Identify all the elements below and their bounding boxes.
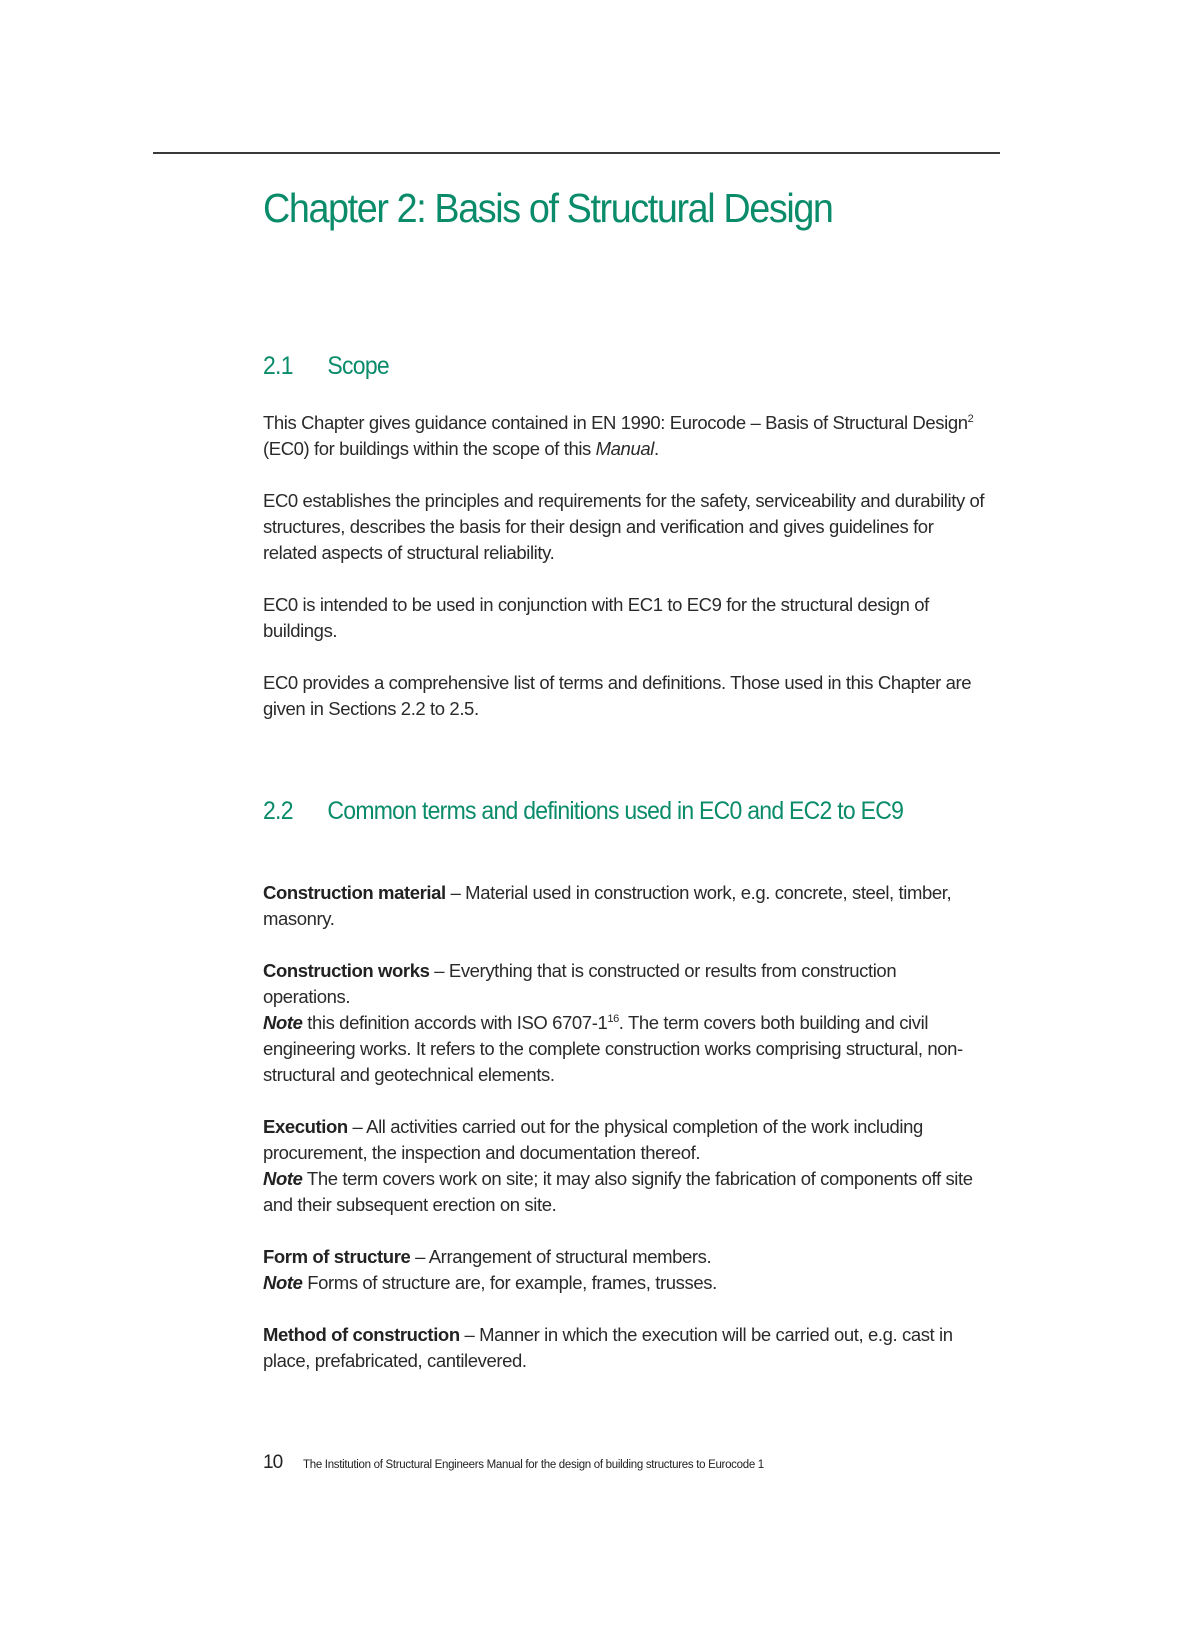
definition-text: – Material used in construction work, e.g. concrete, steel, timber, masonry.: [263, 882, 952, 929]
section-heading-2-1: [263, 352, 389, 381]
definition-term: Execution: [263, 1116, 348, 1137]
definition-term: Method of construction: [263, 1324, 460, 1345]
definition-term: Form of structure: [263, 1246, 411, 1267]
italic-text: Manual: [595, 438, 654, 459]
definition-method-of-construction: [263, 1322, 988, 1374]
reference-superscript: 16: [607, 1012, 619, 1025]
note-text: . The term covers both building and civil engineering works. It refers to the complete construction works comprising structural, non-structural and geotechnical elements.: [263, 1012, 963, 1085]
definition-form-of-structure: [263, 1244, 988, 1296]
paragraph-scope-3: EC0 is intended to be used in conjunction with EC1 to EC9 for the structural design of buildings.: [263, 594, 929, 641]
page-footer: [263, 1452, 764, 1474]
note-text: The term covers work on site; it may also signify the fabrication of components off site and their subsequent erection on site.: [263, 1168, 973, 1215]
definition-text: – Arrangement of structural members.: [410, 1246, 712, 1267]
section-heading-2-2: [263, 797, 903, 826]
definition-term: Construction material: [263, 882, 446, 903]
note-label: Note: [263, 1272, 303, 1293]
definition-construction-material: [263, 880, 988, 932]
definition-construction-works: [263, 958, 988, 1088]
text: This Chapter gives guidance contained in EN 1990: Eurocode – Basis of Structural Design: [263, 412, 968, 433]
paragraph-scope-4: EC0 provides a comprehensive list of terms and definitions. Those used in this Chapter are given in Sections 2.2 to 2.5.: [263, 672, 972, 719]
chapter-title: Chapter 2: Basis of Structural Design: [263, 185, 833, 231]
footer-text: The Institution of Structural Engineers Manual for the design of building structures to Eurocode 1: [303, 1459, 764, 1471]
definition-text: – Manner in which the execution will be carried out, e.g. cast in place, prefabricated, cantilevered.: [263, 1324, 953, 1371]
page-number: 10: [263, 1452, 283, 1473]
paragraph-scope-2: EC0 establishes the principles and requirements for the safety, serviceability and durability of structures, describes the basis for their design and verification and gives guidelines for related aspects of structural reliability.: [263, 490, 985, 563]
definition-text: – Everything that is constructed or results from construction operations.: [263, 960, 897, 1007]
section-number: 2.2: [263, 797, 293, 825]
definition-term: Construction works: [263, 960, 430, 981]
note-label: Note: [263, 1012, 303, 1033]
section-number: 2.1: [263, 352, 293, 380]
note-label: Note: [263, 1168, 303, 1189]
section-title: Common terms and definitions used in EC0 and EC2 to EC9: [327, 797, 904, 825]
text: .: [653, 438, 659, 459]
reference-superscript: 2: [967, 412, 974, 425]
note-text: Forms of structure are, for example, frames, trusses.: [302, 1272, 717, 1293]
definition-execution: [263, 1114, 988, 1218]
text: (EC0) for buildings within the scope of this: [263, 438, 596, 459]
paragraph-scope-1: [263, 410, 988, 462]
section-title: Scope: [327, 352, 389, 380]
definition-text: – All activities carried out for the physical completion of the work including procurement, the inspection and documentation thereof.: [263, 1116, 923, 1163]
note-text: this definition accords with ISO 6707-1: [302, 1012, 608, 1033]
top-rule: [153, 152, 1000, 154]
